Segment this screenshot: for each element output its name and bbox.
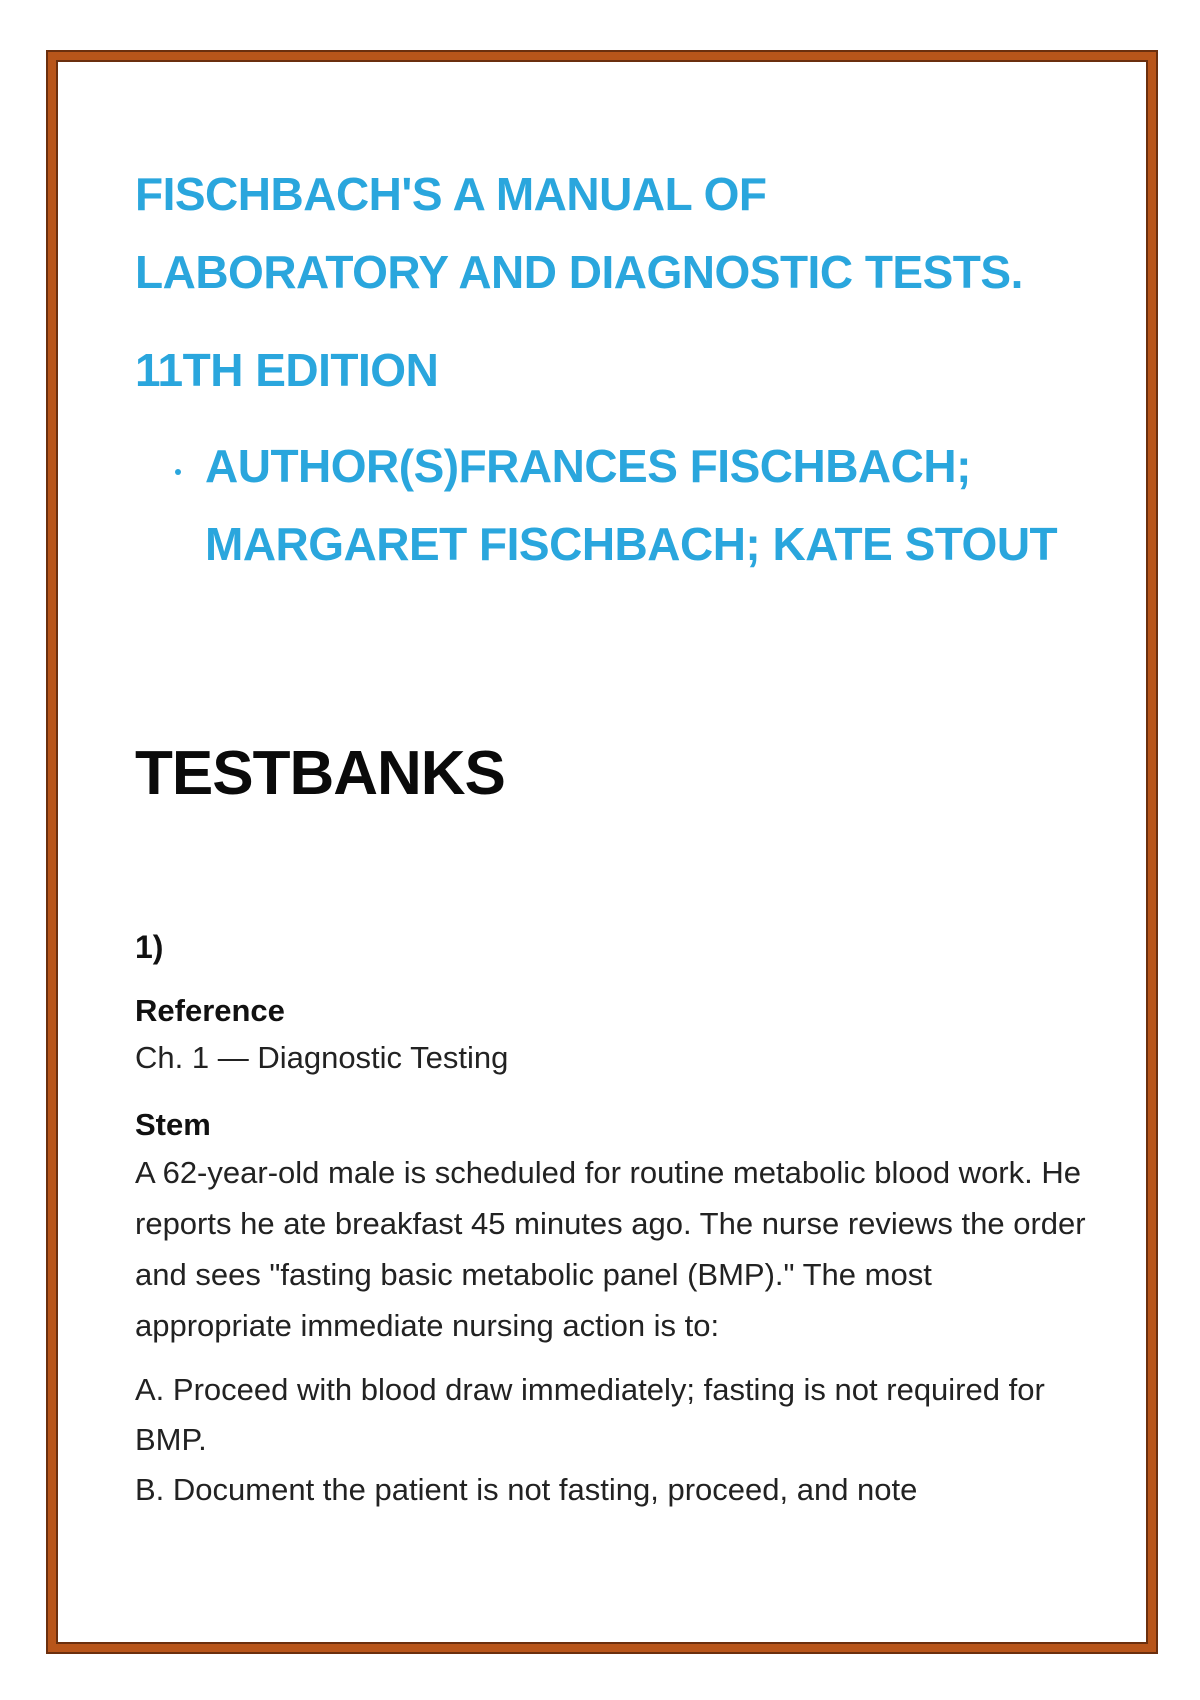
authors-line-2: MARGARET FISCHBACH; KATE STOUT	[205, 518, 1058, 570]
stem-label: Stem	[135, 1107, 211, 1142]
answer-options	[135, 1365, 1095, 1515]
authors-line-1: AUTHOR(S)FRANCES FISCHBACH;	[205, 440, 971, 492]
document-content	[135, 155, 1095, 1515]
title-line-1: FISCHBACH'S A MANUAL OF	[135, 168, 767, 220]
question-number: 1)	[135, 929, 164, 965]
reference-label: Reference	[135, 993, 285, 1028]
title-line-2: LABORATORY AND DIAGNOSTIC TESTS.	[135, 246, 1023, 298]
option-a: A. Proceed with blood draw immediately; fasting is not required for BMP.	[135, 1372, 1045, 1457]
authors-block	[135, 427, 1095, 583]
option-b: B. Document the patient is not fasting, proceed, and note	[135, 1472, 918, 1507]
section-heading: TESTBANKS	[135, 739, 505, 808]
edition-label: 11TH EDITION	[135, 344, 439, 396]
document-title	[135, 155, 1095, 311]
reference-value: Ch. 1 — Diagnostic Testing	[135, 1040, 509, 1075]
stem-text: A 62-year-old male is scheduled for routine metabolic blood work. He reports he ate breakfast 45 minutes ago. The nurse reviews the order and sees "fasting basic metabolic panel (BMP)." The most appropriate immediate nursing action is to:	[135, 1155, 1086, 1343]
bullet-icon	[175, 469, 181, 475]
